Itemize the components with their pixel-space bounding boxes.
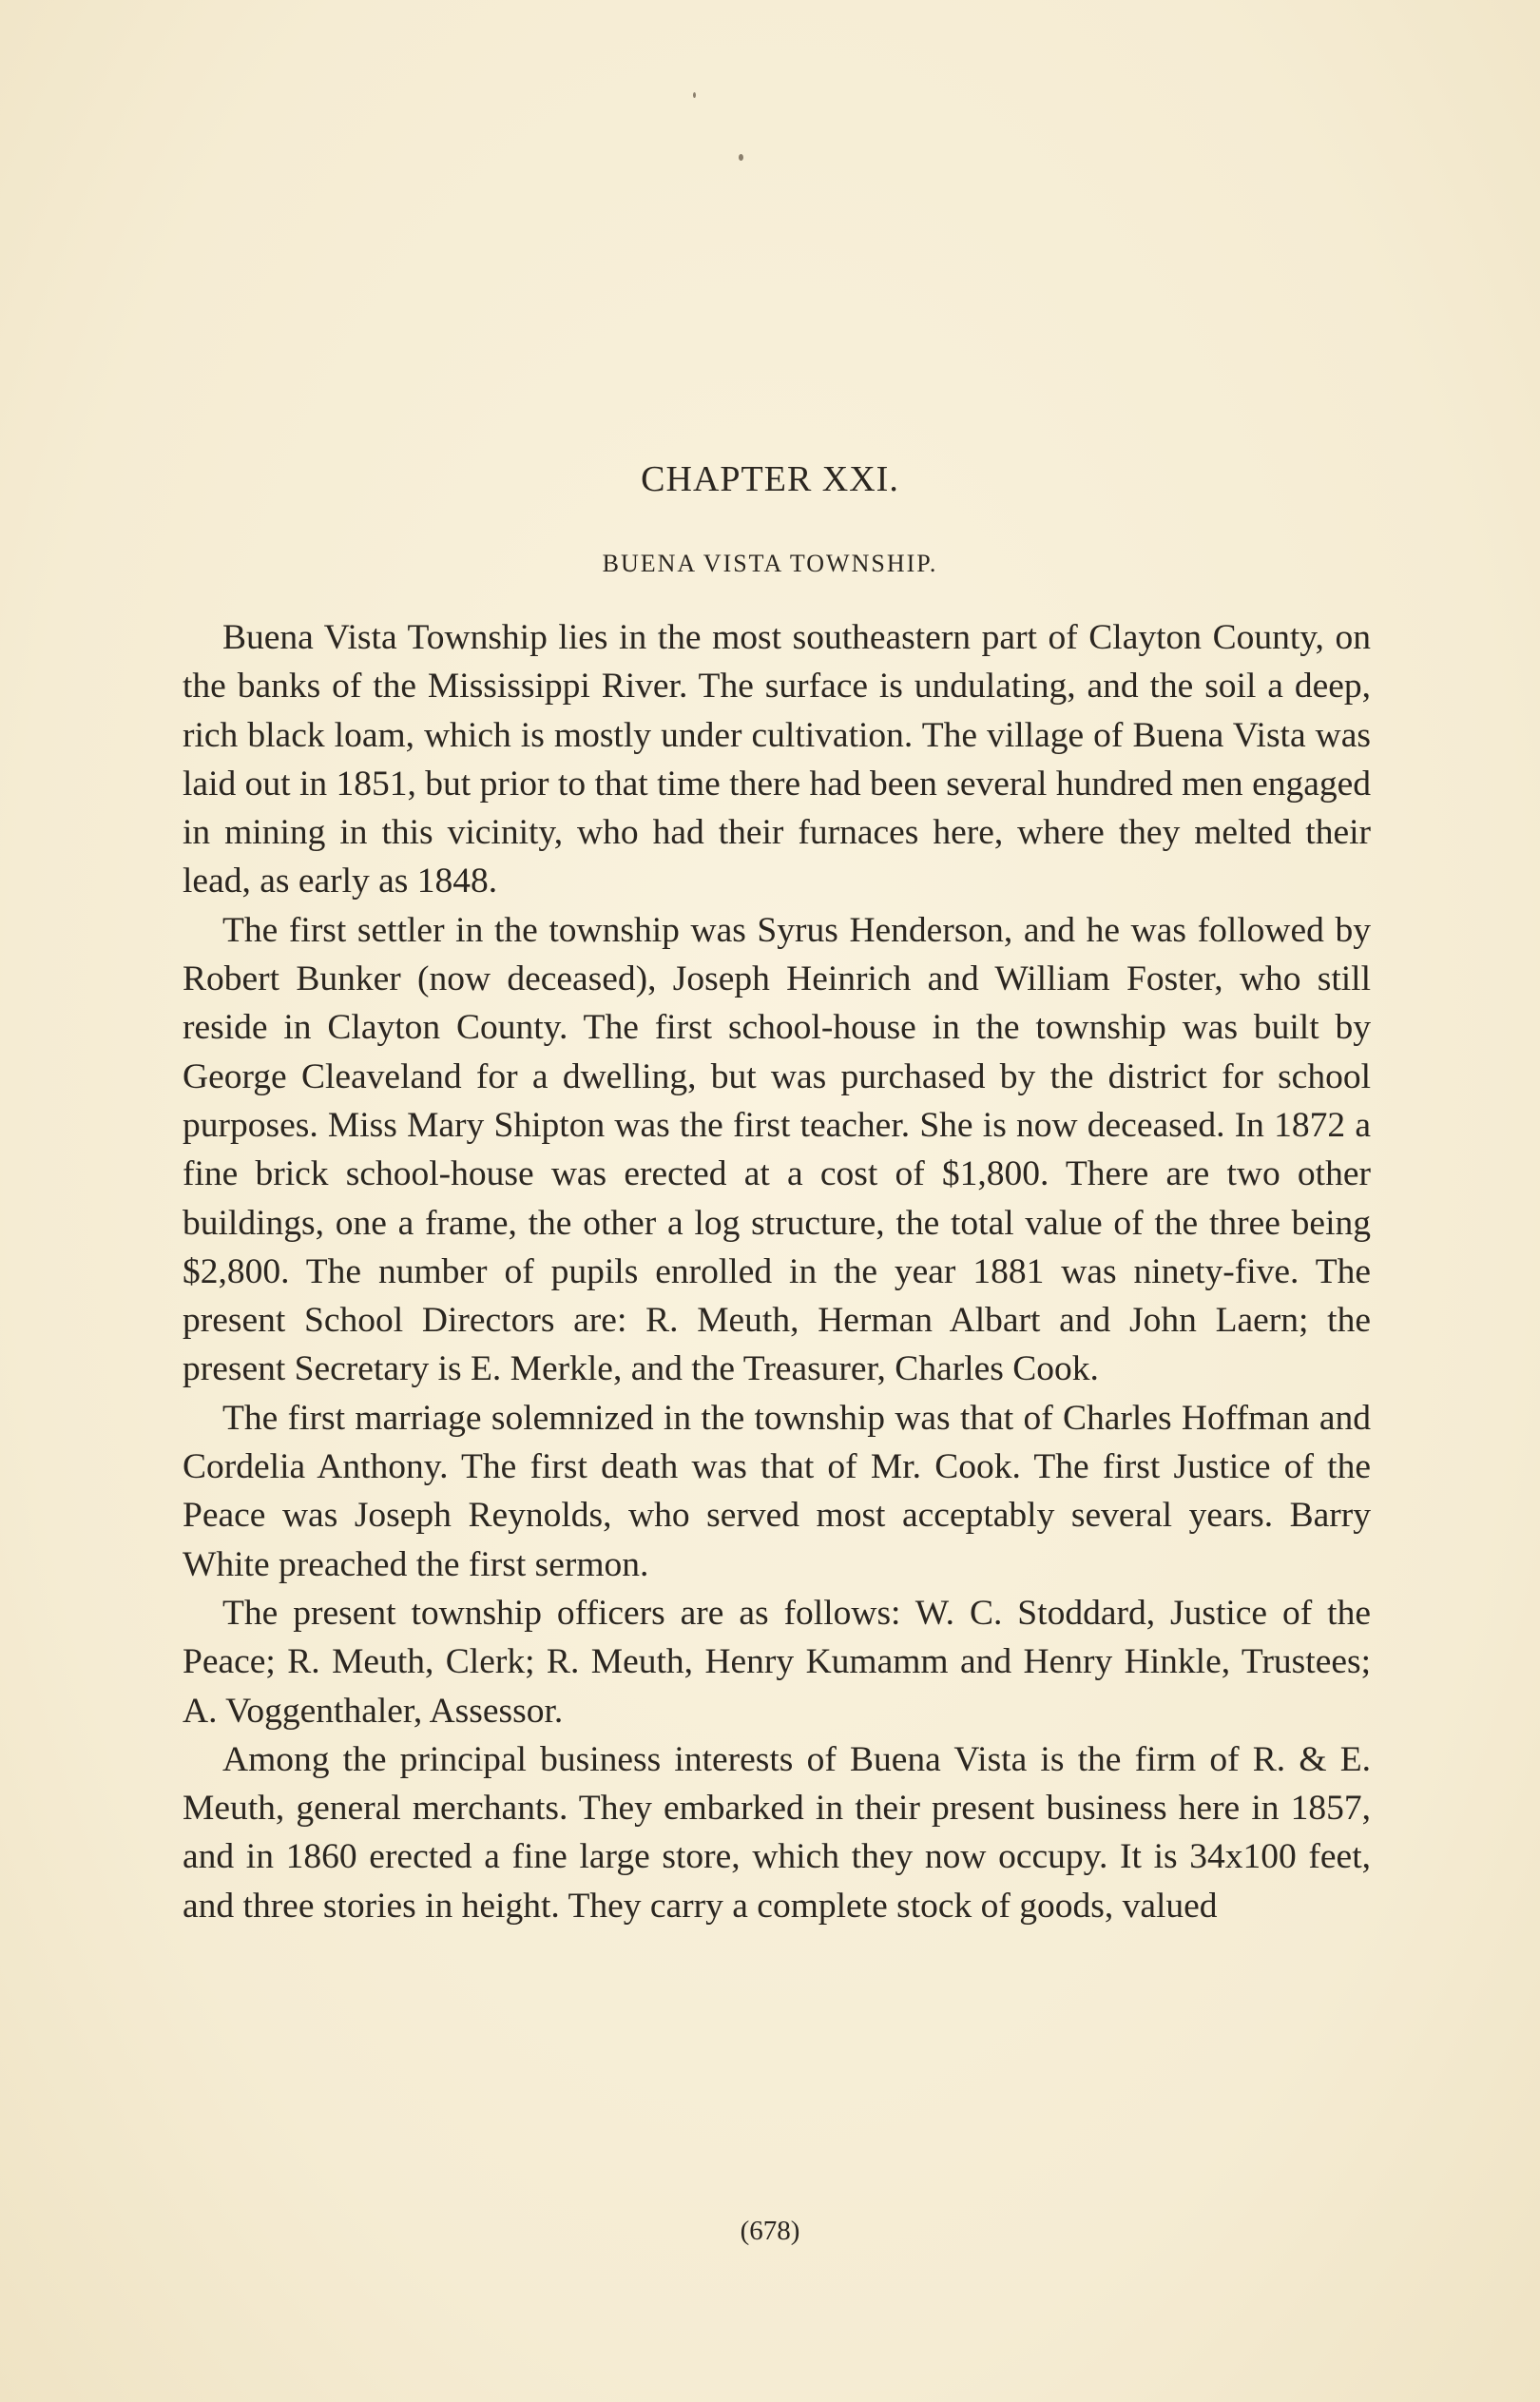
- paragraph: The present township officers are as follows: W. C. Stoddard, Justice of the Peace; R. Meuth, Clerk; R. Meuth, Henry Kumamm and Henry Hinkle, Trustees; A. Voggenthaler, Assessor.: [183, 1593, 1371, 1731]
- ink-speck: [739, 154, 743, 161]
- ink-speck: [693, 92, 696, 98]
- page-number: (678): [740, 2216, 800, 2246]
- body-text: [183, 613, 1371, 1930]
- chapter-title: CHAPTER XXI.: [641, 459, 899, 499]
- paragraph: The first settler in the township was Syrus Henderson, and he was followed by Robert Bunker (now deceased), Joseph Heinrich and William Foster, who still reside in Clayton County. The first school-house in the township was built by George Cleaveland for a dwelling, but was purchased by the district for school purposes. Miss Mary Shipton was the first teacher. She is now deceased. In 1872 a fine brick school-house was erected at a cost of $1,800. There are two other buildings, one a frame, the other a log structure, the total value of the three being $2,800. The number of pupils enrolled in the year 1881 was ninety-five. The present School Directors are: R. Meuth, Herman Albart and John Laern; the present Secretary is E. Merkle, and the Treasurer, Charles Cook.: [183, 910, 1371, 1389]
- paragraph: Buena Vista Township lies in the most southeastern part of Clayton County, on the banks of the Mississippi River. The surface is undulating, and the soil a deep, rich black loam, which is mostly under cultivation. The village of Buena Vista was laid out in 1851, but prior to that time there had been several hundred men engaged in mining in this vicinity, who had their furnaces here, where they melted their lead, as early as 1848.: [183, 618, 1371, 901]
- section-title: BUENA VISTA TOWNSHIP.: [602, 550, 938, 577]
- paragraph: The first marriage solemnized in the township was that of Charles Hoffman and Cordelia Anthony. The first death was that of Mr. Cook. The first Justice of the Peace was Joseph Reynolds, who served most acceptably several years. Barry White preached the first sermon.: [183, 1398, 1371, 1584]
- paragraph: Among the principal business interests of Buena Vista is the firm of R. & E. Meuth, general merchants. They embarked in their present business here in 1857, and in 1860 erected a fine large store, which they now occupy. It is 34x100 feet, and three stories in height. They carry a complete stock of goods, valued: [183, 1739, 1371, 1926]
